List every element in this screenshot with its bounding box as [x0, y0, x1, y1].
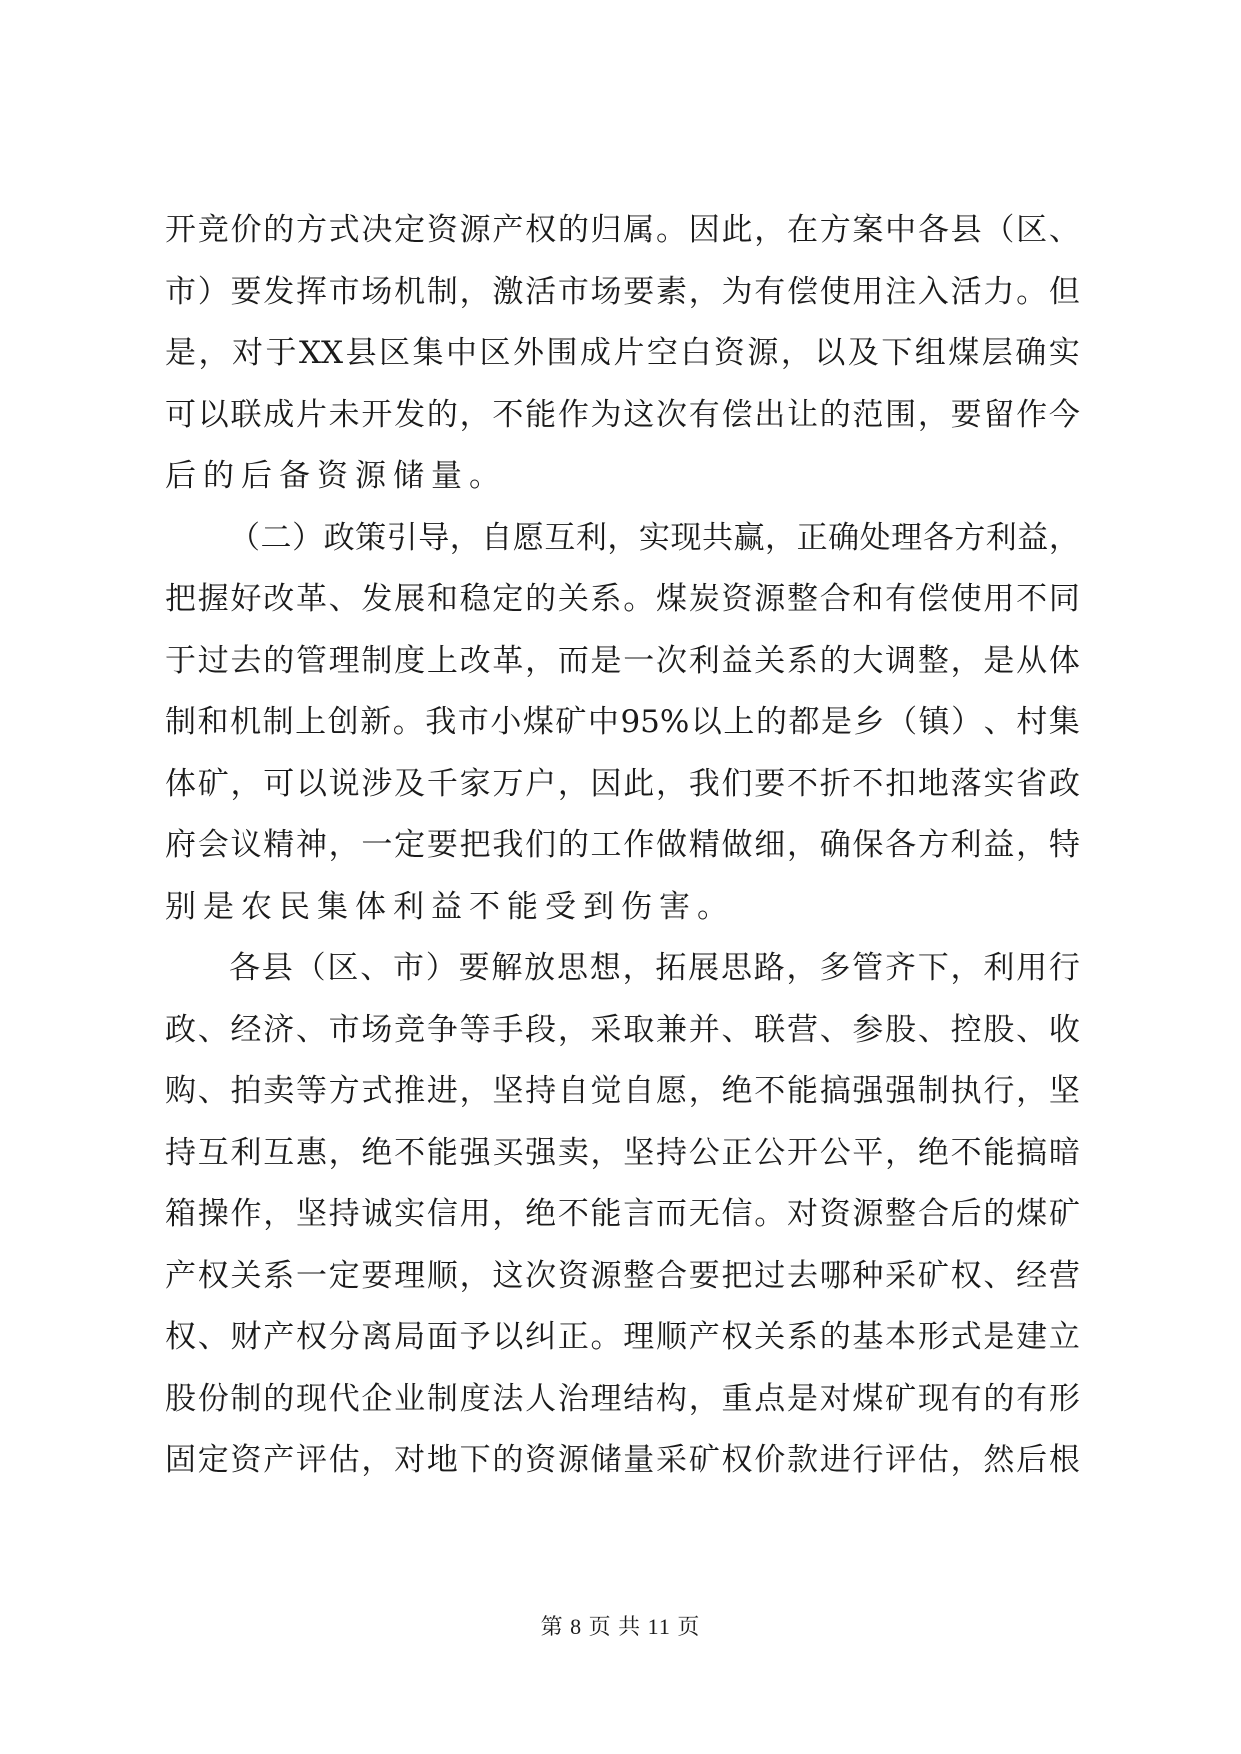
- text-line: 股 份 制 的 现 代 企 业 制 度 法 人 治 理 结 构 ， 重 点 是 对 煤 矿 现 有 的 有 形: [165, 1380, 1080, 1417]
- text-line: 各 县 （ 区 、 市 ） 要 解 放 思 想 ， 拓 展 思 路 ， 多 管 齐 下 ， 利 用 行: [229, 950, 1080, 986]
- page-footer: 第 8 页 共 11 页: [540, 1614, 701, 1639]
- text-line: 体 矿 ， 可 以 说 涉 及 千 家 万 户 ， 因 此 ， 我 们 要 不 折 不 扣 地 落 实 省 政: [165, 765, 1080, 802]
- text-line: 府 会 议 精 神 ， 一 定 要 把 我 们 的 工 作 做 精 做 细 ， 确 保 各 方 利 益 ， 特: [165, 827, 1080, 863]
- text-line: 制 和 机 制 上 创 新 。 我 市 小 煤 矿 中 95% 以 上 的 都 是 乡 （ 镇 ） 、 村 集: [165, 704, 1080, 740]
- text-line: 后的后备资源储量。: [165, 458, 507, 494]
- text-line: 是 ， 对 于 XX 县 区 集 中 区 外 围 成 片 空 白 资 源 ， 以 及 下 组 煤 层 确 实: [165, 335, 1080, 371]
- text-line: 产 权 关 系 一 定 要 理 顺 ， 这 次 资 源 整 合 要 把 过 去 哪 种 采 矿 权 、 经 营: [165, 1257, 1080, 1294]
- text-line: （ 二 ） 政 策 引 导 ， 自 愿 互 利 ， 实 现 共 赢 ， 正 确 处 理 各 方 利 益 ，: [229, 519, 1080, 556]
- text-line: 权 、 财 产 权 分 离 局 面 予 以 纠 正 。 理 顺 产 权 关 系 的 基 本 形 式 是 建 立: [165, 1319, 1080, 1355]
- text-line: 可 以 联 成 片 未 开 发 的 ， 不 能 作 为 这 次 有 偿 出 让 的 范 围 ， 要 留 作 今: [165, 396, 1080, 433]
- text-line: 持 互 利 互 惠 ， 绝 不 能 强 买 强 卖 ， 坚 持 公 正 公 开 公 平 ， 绝 不 能 搞 暗: [165, 1134, 1080, 1171]
- text-line: 政 、 经 济 、 市 场 竞 争 等 手 段 ， 采 取 兼 并 、 联 营 、 参 股 、 控 股 、 收: [165, 1011, 1080, 1048]
- text-line: 市 ） 要 发 挥 市 场 机 制 ， 激 活 市 场 要 素 ， 为 有 偿 使 用 注 入 活 力 。 但: [165, 273, 1080, 310]
- text-line: 开 竞 价 的 方 式 决 定 资 源 产 权 的 归 属 。 因 此 ， 在 方 案 中 各 县 （ 区 、: [165, 212, 1080, 248]
- text-line: 别是农民集体利益不能受到伤害。: [165, 888, 735, 925]
- text-line: 箱 操 作 ， 坚 持 诚 实 信 用 ， 绝 不 能 言 而 无 信 。 对 资 源 整 合 后 的 煤 矿: [165, 1196, 1080, 1232]
- text-line: 把 握 好 改 革 、 发 展 和 稳 定 的 关 系 。 煤 炭 资 源 整 合 和 有 偿 使 用 不 同: [165, 581, 1080, 617]
- text-line: 购 、 拍 卖 等 方 式 推 进 ， 坚 持 自 觉 自 愿 ， 绝 不 能 搞 强 强 制 执 行 ， 坚: [165, 1073, 1080, 1109]
- text-line: 固 定 资 产 评 估 ， 对 地 下 的 资 源 储 量 采 矿 权 价 款 进 行 评 估 ， 然 后 根: [165, 1442, 1080, 1478]
- body-text: [165, 200, 1080, 1492]
- text-line: 于 过 去 的 管 理 制 度 上 改 革 ， 而 是 一 次 利 益 关 系 的 大 调 整 ， 是 从 体: [165, 642, 1080, 679]
